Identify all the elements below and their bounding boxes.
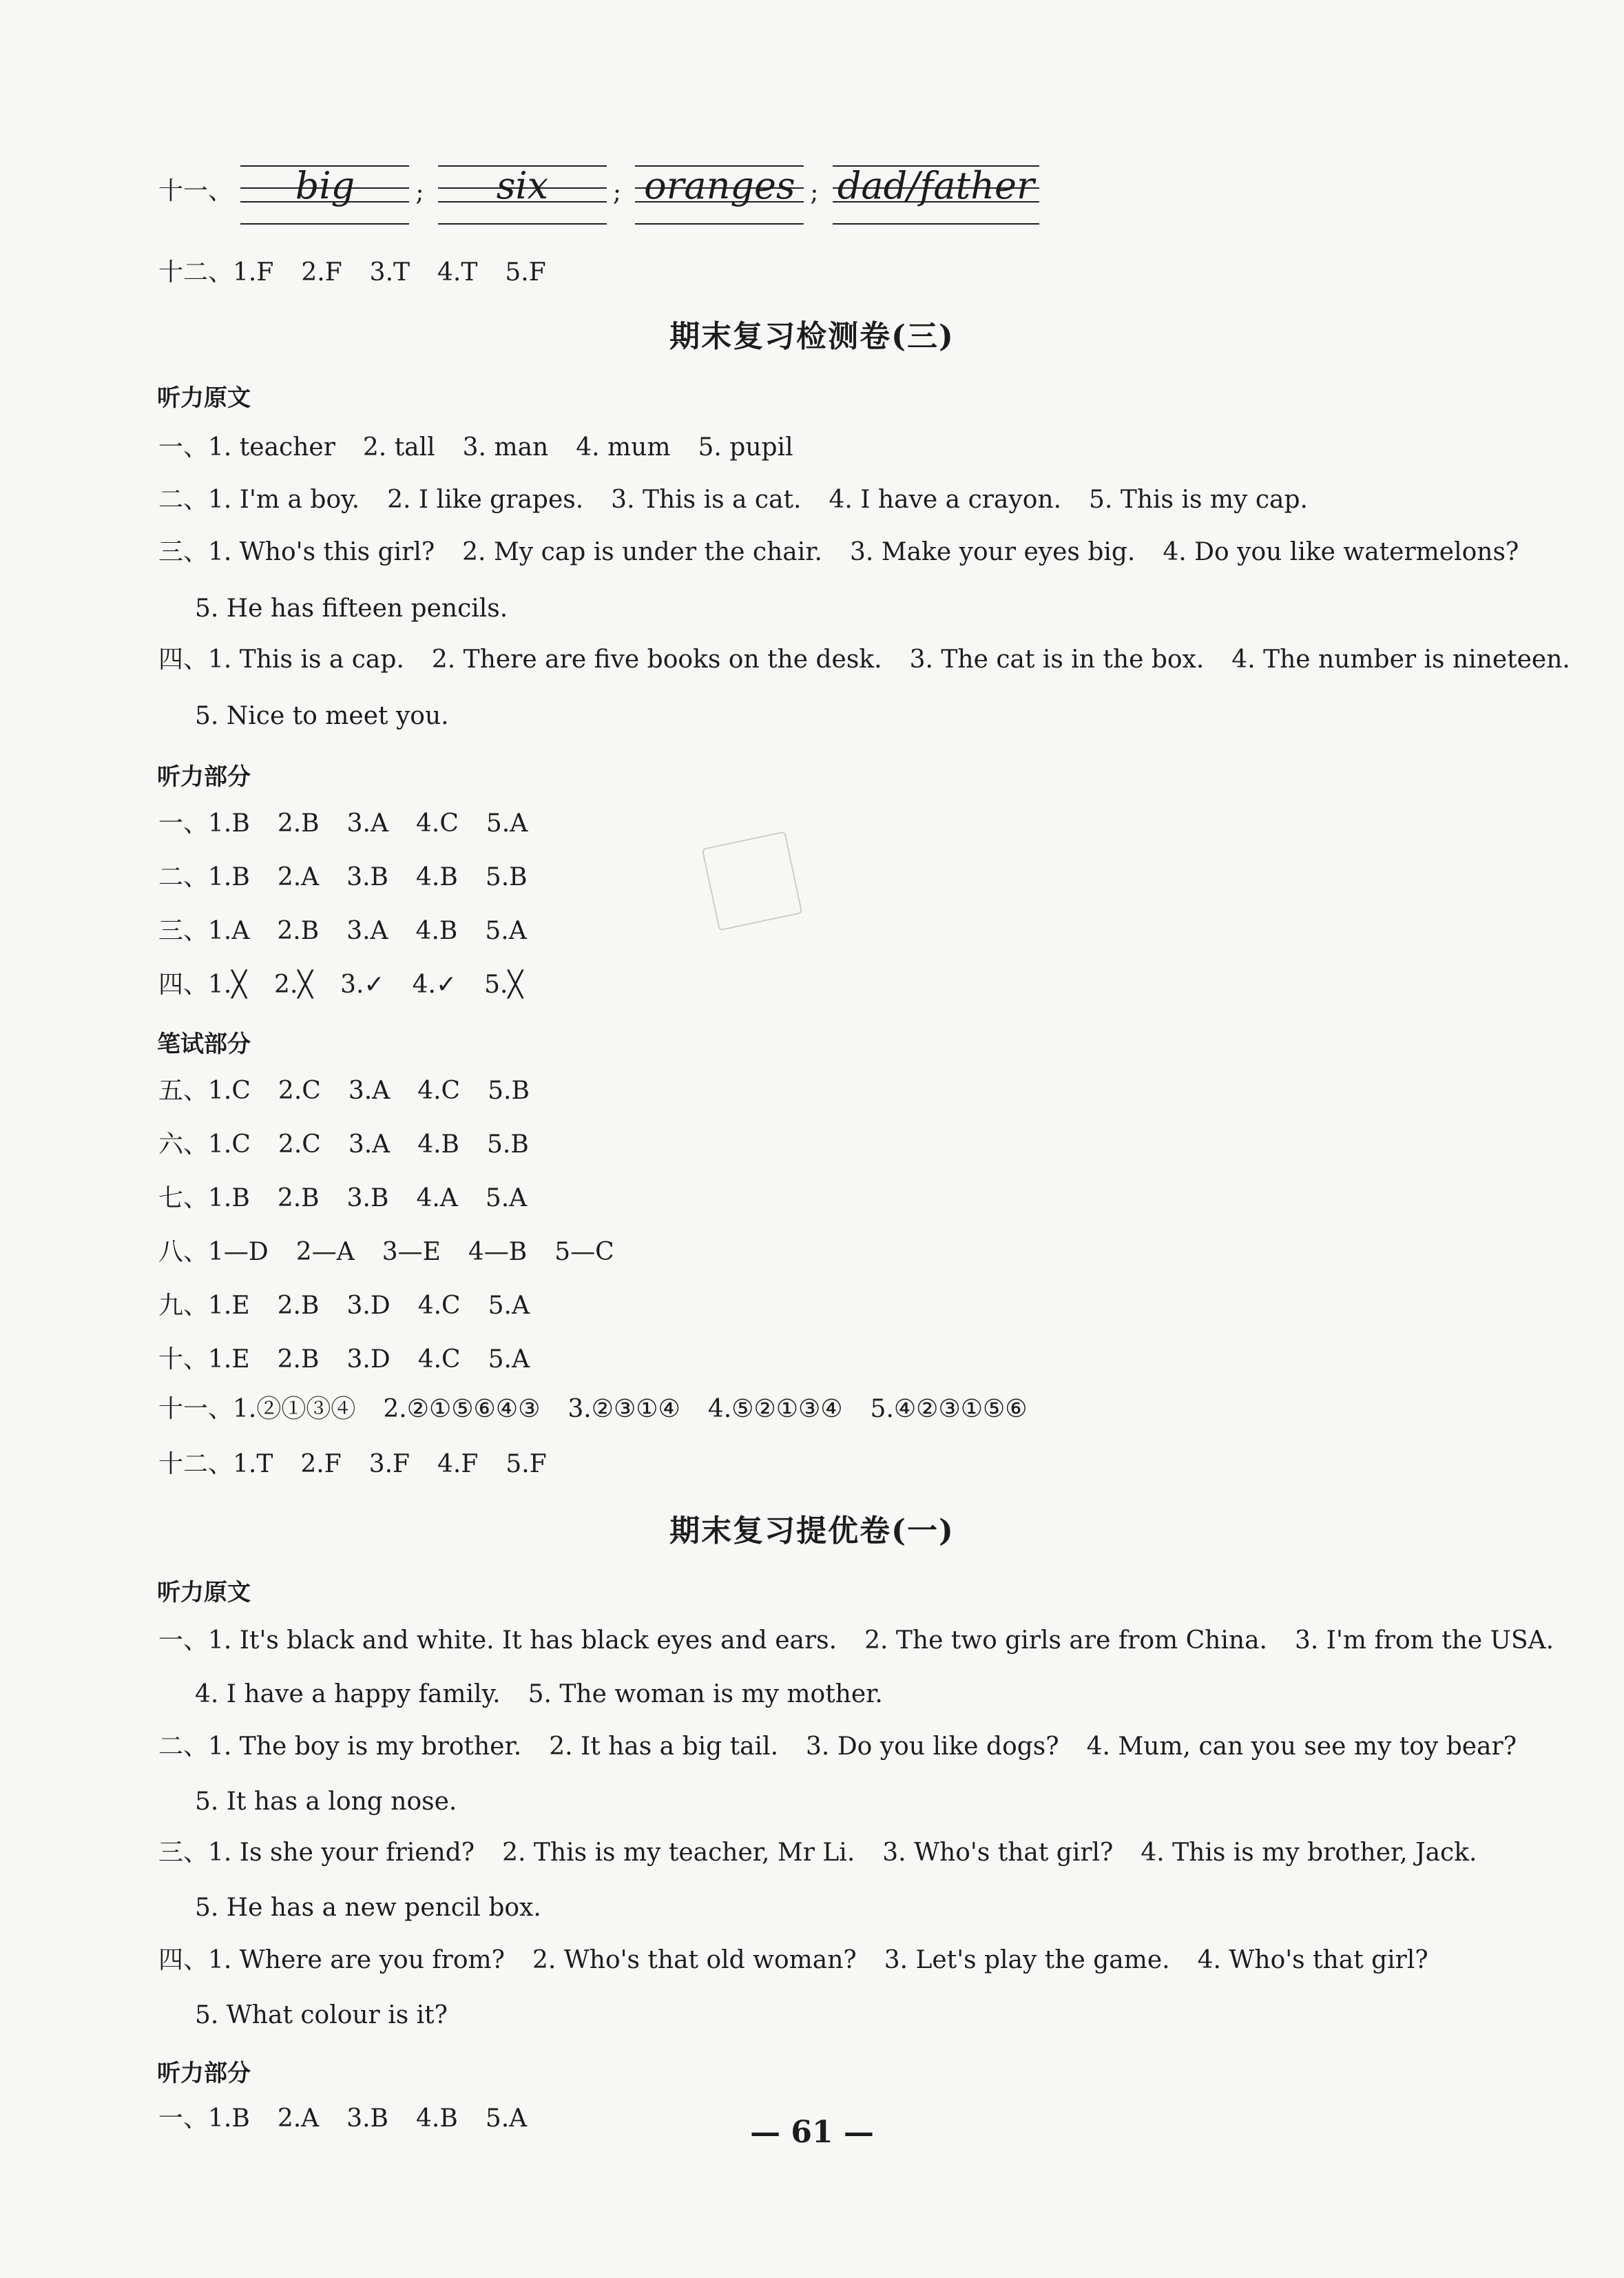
row-prefix: 一、: [158, 1626, 209, 1655]
answer-item: 3.②③①④: [568, 1395, 680, 1423]
answer-item: 1.B: [208, 863, 250, 891]
answer-item: 2.B: [277, 917, 320, 945]
answer-item: 2. It has a big tail.: [549, 1732, 779, 1761]
answer-item: 3.B: [346, 863, 388, 891]
answer-item: 5.B: [487, 1130, 529, 1159]
answer-item: 1.F: [233, 258, 274, 287]
answer-item: 4.F: [437, 1450, 479, 1478]
answer-item: 3.A: [348, 1130, 391, 1159]
answer-item: 2.C: [278, 1077, 321, 1105]
answer-item: 2.A: [277, 2104, 320, 2133]
answer-item: 1.╳: [208, 971, 247, 999]
answer-item: 1.B: [208, 809, 250, 838]
page-number: — 61 —: [750, 2115, 874, 2150]
row-prefix: 七、: [158, 1184, 209, 1212]
handwriting-line-1: [240, 160, 409, 226]
answer-item: 3.A: [348, 1077, 391, 1105]
handwriting-line-2: [438, 160, 607, 226]
answer-row: [158, 1624, 1554, 1657]
answer-item: 1. This is a cap.: [208, 645, 404, 674]
answer-row: [158, 256, 546, 289]
answer-item: 2.F: [300, 1450, 342, 1478]
answer-item: 2. The two girls are from China.: [864, 1626, 1267, 1655]
answer-item: 1.E: [208, 1292, 250, 1320]
section-heading: 听力部分: [157, 763, 251, 791]
hw-word-4: dad/father: [837, 164, 1034, 207]
answer-row: [158, 431, 793, 464]
row-prefix: 三、: [158, 917, 209, 945]
answer-row-cont: 5. Nice to meet you.: [195, 702, 449, 730]
answer-item: 4—B: [468, 1238, 528, 1266]
handwriting-line-3: [635, 160, 804, 226]
answer-item: 3. Do you like dogs?: [806, 1732, 1059, 1761]
answer-item: 3.D: [346, 1292, 391, 1320]
answer-row: [158, 1236, 614, 1269]
answer-item: 2.B: [277, 1292, 320, 1320]
answer-item: 4. The number is nineteen.: [1231, 645, 1570, 674]
hw-word-3: oranges: [644, 164, 795, 207]
answer-item: 3. Make your eyes big.: [849, 538, 1136, 566]
answer-row-cont: [195, 1678, 883, 1711]
answer-item: 5.A: [485, 917, 527, 945]
answer-item: 4.B: [416, 2104, 458, 2133]
row-prefix: 一、: [158, 2104, 209, 2133]
answer-item: 1.②①③④: [233, 1395, 356, 1423]
answer-row-cont: 5. He has fifteen pencils.: [195, 594, 508, 623]
row-prefix: 四、: [158, 645, 209, 674]
hw-word-2: six: [496, 164, 549, 207]
answer-item: 4. mum: [576, 433, 671, 462]
answer-item: 2. tall: [362, 433, 435, 462]
answer-item: 4.B: [417, 1130, 459, 1159]
answer-row: [158, 1075, 530, 1108]
row-prefix: 六、: [158, 1130, 209, 1159]
answer-item: 3. This is a cat.: [611, 486, 802, 514]
answer-item: 4.C: [417, 1292, 461, 1320]
row-prefix: 二、: [158, 1732, 209, 1761]
answer-item: 3.A: [346, 809, 388, 838]
answer-item: 3.F: [368, 1450, 410, 1478]
answer-item: 1.C: [208, 1130, 251, 1159]
row-prefix: 四、: [158, 1946, 209, 1974]
answer-item: 3—E: [382, 1238, 441, 1266]
answer-row: [158, 1182, 527, 1215]
answer-item: 5. pupil: [698, 433, 793, 462]
answer-item: 5.A: [488, 1292, 530, 1320]
answer-item: 1.E: [208, 1345, 250, 1374]
answer-item: 5. This is my cap.: [1089, 486, 1308, 514]
answer-item: 1—D: [208, 1238, 269, 1266]
answer-row: [158, 1343, 530, 1376]
answer-item: 4.✓: [412, 971, 457, 999]
row-prefix: 三、: [158, 1839, 209, 1867]
answer-item: 3. man: [462, 433, 549, 462]
section-heading: 笔试部分: [157, 1031, 251, 1058]
answer-item: 2. Who's that old woman?: [532, 1946, 857, 1974]
answer-item: 1.B: [208, 1184, 250, 1212]
answer-row: [158, 1393, 1028, 1426]
row-prefix: 十一、: [158, 1395, 233, 1423]
row-prefix: 十、: [158, 1345, 209, 1374]
section-heading: 听力原文: [157, 1579, 251, 1606]
answer-item: 2. My cap is under the chair.: [462, 538, 822, 566]
answer-item: 2.C: [278, 1130, 321, 1159]
row-prefix: 八、: [158, 1238, 209, 1266]
answer-item: 5.A: [488, 1345, 530, 1374]
answer-item: 5.A: [485, 2104, 528, 2133]
row-prefix: 九、: [158, 1292, 209, 1320]
row-prefix: 一、: [158, 433, 209, 462]
answer-item: 5—C: [554, 1238, 614, 1266]
answer-row: [158, 1290, 530, 1323]
answer-item: 1. Who's this girl?: [208, 538, 435, 566]
answer-item: 1. Where are you from?: [208, 1946, 505, 1974]
answer-item: 5. The woman is my mother.: [528, 1680, 883, 1708]
row-prefix: 十二、: [158, 258, 233, 287]
answer-row-cont: 5. He has a new pencil box.: [195, 1894, 541, 1922]
answer-item: 4. This is my brother, Jack.: [1141, 1839, 1477, 1867]
section-title: 期末复习提优卷(一): [669, 1513, 955, 1549]
answer-item: 3.✓: [340, 971, 385, 999]
answer-item: 1. I'm a boy.: [208, 486, 360, 514]
answer-item: 2.B: [277, 1345, 320, 1374]
answer-item: 4.C: [417, 1345, 461, 1374]
answer-row-cont: 5. It has a long nose.: [195, 1788, 457, 1816]
answer-item: 1. The boy is my brother.: [208, 1732, 522, 1761]
answer-item: 5.B: [488, 1077, 530, 1105]
answer-item: 1.A: [208, 917, 250, 945]
section-heading: 听力部分: [157, 2060, 251, 2087]
answer-row: [158, 1944, 1428, 1977]
answer-item: 5.A: [485, 1184, 528, 1212]
answer-item: 1. It's black and white. It has black eyes and ears.: [208, 1626, 837, 1655]
row-prefix: 三、: [158, 538, 209, 566]
row-prefix: 二、: [158, 863, 209, 891]
answer-row: [158, 484, 1308, 517]
answer-item: 1.C: [208, 1077, 251, 1105]
answer-item: 4.B: [415, 917, 458, 945]
section-heading: 听力原文: [157, 384, 251, 412]
answer-item: 3. I'm from the USA.: [1294, 1626, 1554, 1655]
section-title: 期末复习检测卷(三): [669, 319, 955, 354]
answer-item: 2.A: [277, 863, 320, 891]
answer-row: [158, 861, 528, 894]
answer-item: 5.④②③①⑤⑥: [870, 1395, 1028, 1423]
answer-item: 3. Let's play the game.: [884, 1946, 1170, 1974]
answer-row: [158, 1836, 1477, 1870]
answer-item: 3.A: [346, 917, 388, 945]
answer-row-cont: 5. What colour is it?: [195, 2001, 448, 2029]
answer-item: 4.B: [416, 863, 458, 891]
answer-row: [158, 915, 527, 948]
q11-prefix: 十一、: [158, 177, 233, 205]
answer-item: 2.②①⑤⑥④③: [383, 1395, 541, 1423]
answer-item: 4. I have a happy family.: [195, 1680, 501, 1708]
answer-row: [158, 1128, 529, 1161]
answer-row: [158, 969, 523, 1002]
stamp-icon: [702, 831, 803, 931]
answer-item: 4.C: [417, 1077, 461, 1105]
row-prefix: 十二、: [158, 1450, 233, 1478]
answer-item: 1. Is she your friend?: [208, 1839, 475, 1867]
answer-item: 2.B: [277, 1184, 320, 1212]
answer-row: [158, 1448, 547, 1481]
answer-item: 3.B: [346, 1184, 389, 1212]
handwriting-line-4: [833, 160, 1039, 226]
row-prefix: 一、: [158, 809, 209, 838]
answer-item: 2.B: [277, 809, 320, 838]
answer-item: 4. I have a crayon.: [829, 486, 1062, 514]
answer-item: 2—A: [295, 1238, 355, 1266]
answer-item: 5.F: [506, 1450, 547, 1478]
answer-item: 5.F: [505, 258, 546, 287]
q11-row: 十一、 big ; six ; oranges ; dad/father: [158, 160, 1039, 226]
answer-item: 5.A: [486, 809, 528, 838]
answer-item: 5.╳: [484, 971, 523, 999]
answer-item: 4.C: [416, 809, 459, 838]
row-prefix: 二、: [158, 486, 209, 514]
answer-item: 1.T: [233, 1450, 273, 1478]
answer-item: 4.T: [437, 258, 478, 287]
answer-item: 4. Mum, can you see my toy bear?: [1086, 1732, 1517, 1761]
answer-item: 3.T: [369, 258, 410, 287]
answer-item: 4.A: [416, 1184, 458, 1212]
answer-item: 3.D: [346, 1345, 391, 1374]
answer-row: [158, 536, 1519, 569]
answer-item: 2. I like grapes.: [387, 486, 584, 514]
answer-item: 2. There are five books on the desk.: [431, 645, 882, 674]
row-prefix: 五、: [158, 1077, 209, 1105]
answer-row: [158, 643, 1570, 676]
answer-item: 2. This is my teacher, Mr Li.: [502, 1839, 855, 1867]
answer-row: [158, 807, 528, 840]
answer-item: 1.B: [208, 2104, 250, 2133]
answer-item: 3. Who's that girl?: [882, 1839, 1114, 1867]
answer-item: 4. Who's that girl?: [1197, 1946, 1428, 1974]
answer-item: 3. The cat is in the box.: [909, 645, 1205, 674]
answer-item: 4. Do you like watermelons?: [1163, 538, 1519, 566]
answer-item: 2.F: [301, 258, 342, 287]
hw-word-1: big: [295, 164, 355, 207]
answer-row: [158, 1730, 1517, 1763]
row-prefix: 四、: [158, 971, 209, 999]
answer-item: 1. teacher: [208, 433, 335, 462]
answer-item: 2.╳: [274, 971, 313, 999]
answer-item: 3.B: [346, 2104, 388, 2133]
answer-item: 5.B: [485, 863, 528, 891]
answer-item: 4.⑤②①③④: [707, 1395, 843, 1423]
